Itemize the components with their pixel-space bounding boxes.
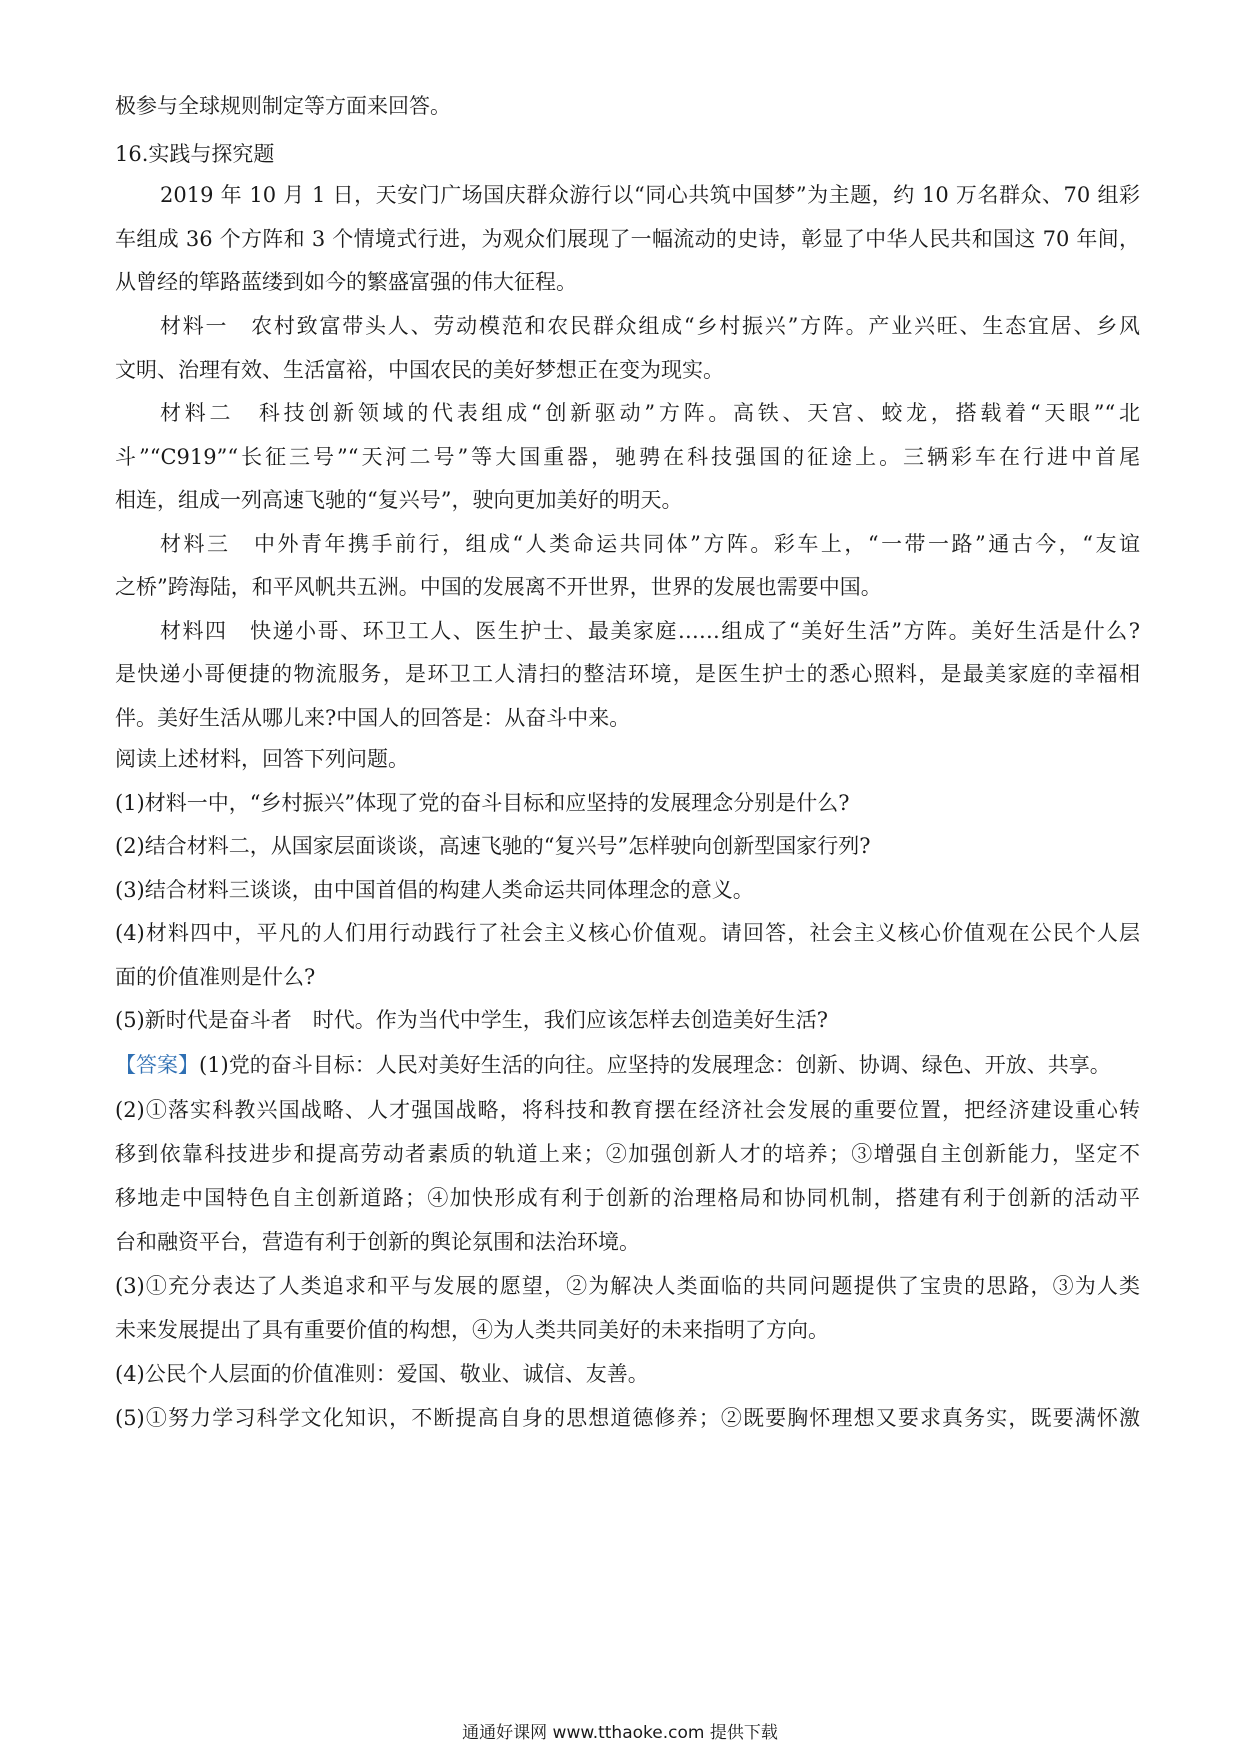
answer-line: (2)①落实科教兴国战略、人才强国战略，将科技和教育摆在经济社会发展的重要位置，把经济建设重心转: [115, 1098, 1140, 1122]
material-4-line: 是快递小哥便捷的物流服务，是环卫工人清扫的整洁环境，是医生护士的悉心照料，是最美家庭的幸福相: [115, 662, 1140, 686]
paragraph-line: 从曾经的筚路蓝缕到如今的繁盛富强的伟大征程。: [115, 270, 577, 294]
question-item: 面的价值准则是什么?: [115, 965, 316, 989]
material-2-line: 斗”“C919”“长征三号”“天河二号”等大国重器，驰骋在科技强国的征途上。三辆彩车在行进中首尾: [115, 445, 1140, 469]
material-3-line: 材料三 中外青年携手前行，组成“人类命运共同体”方阵。彩车上，“一带一路”通古今，“友谊: [160, 532, 1140, 556]
answer-line: (4)公民个人层面的价值准则：爱国、敬业、诚信、友善。: [115, 1362, 649, 1386]
page-footer: 通通好课网 www.tthaoke.com 提供下载: [462, 1723, 778, 1743]
paragraph-line: 极参与全球规则制定等方面来回答。: [115, 94, 451, 118]
answer-line: 台和融资平台，营造有利于创新的舆论氛围和法治环境。: [115, 1230, 640, 1254]
answer-line: (5)①努力学习科学文化知识，不断提高自身的思想道德修养；②既要胸怀理想又要求真务实，既要满怀激: [115, 1406, 1140, 1430]
question-item: (5)新时代是奋斗者 时代。作为当代中学生，我们应该怎样去创造美好生活?: [115, 1008, 829, 1032]
instruction-line: 阅读上述材料，回答下列问题。: [115, 747, 409, 771]
material-4-line: 材料四 快递小哥、环卫工人、医生护士、最美家庭……组成了“美好生活”方阵。美好生活是什么?: [160, 619, 1140, 643]
material-1-line: 文明、治理有效、生活富裕，中国农民的美好梦想正在变为现实。: [115, 358, 724, 382]
answer-line: 未来发展提出了具有重要价值的构想，④为人类共同美好的未来指明了方向。: [115, 1318, 829, 1342]
question-heading: 16.实践与探究题: [115, 142, 275, 166]
paragraph-line: 车组成 36 个方阵和 3 个情境式行进，为观众们展现了一幅流动的史诗，彰显了中华人民共和国这 70 年间，: [115, 227, 1140, 251]
answer-line: (3)①充分表达了人类追求和平与发展的愿望，②为解决人类面临的共同问题提供了宝贵的思路，③为人类: [115, 1274, 1140, 1298]
answer-text: (1)党的奋斗目标：人民对美好生活的向往。应坚持的发展理念：创新、协调、绿色、开放、共享。: [199, 1053, 1111, 1077]
paragraph-line: 2019 年 10 月 1 日，天安门广场国庆群众游行以“同心共筑中国梦”为主题，约 10 万名群众、70 组彩: [160, 183, 1140, 207]
material-1-line: 材料一 农村致富带头人、劳动模范和农民群众组成“乡村振兴”方阵。产业兴旺、生态宜居、乡风: [160, 314, 1140, 338]
question-item: (2)结合材料二，从国家层面谈谈，高速飞驰的“复兴号”怎样驶向创新型国家行列?: [115, 834, 871, 858]
answer-label: 【答案】: [115, 1053, 199, 1077]
answer-line: 移地走中国特色自主创新道路；④加快形成有利于创新的治理格局和协同机制，搭建有利于创新的活动平: [115, 1186, 1140, 1210]
material-2-line: 材料二 科技创新领域的代表组成“创新驱动”方阵。高铁、天宫、蛟龙，搭载着“天眼”“北: [160, 401, 1140, 425]
answer-first-line: [115, 1050, 1140, 1080]
question-item: (1)材料一中，“乡村振兴”体现了党的奋斗目标和应坚持的发展理念分别是什么?: [115, 791, 850, 815]
question-item: (3)结合材料三谈谈，由中国首倡的构建人类命运共同体理念的意义。: [115, 878, 754, 902]
material-4-line: 伴。美好生活从哪儿来?中国人的回答是：从奋斗中来。: [115, 706, 631, 730]
material-2-line: 相连，组成一列高速飞驰的“复兴号”，驶向更加美好的明天。: [115, 488, 683, 512]
material-3-line: 之桥”跨海陆，和平风帆共五洲。中国的发展离不开世界，世界的发展也需要中国。: [115, 575, 882, 599]
answer-line: 移到依靠科技进步和提高劳动者素质的轨道上来；②加强创新人才的培养；③增强自主创新能力，坚定不: [115, 1142, 1140, 1166]
question-item: (4)材料四中，平凡的人们用行动践行了社会主义核心价值观。请回答，社会主义核心价值观在公民个人层: [115, 921, 1140, 945]
